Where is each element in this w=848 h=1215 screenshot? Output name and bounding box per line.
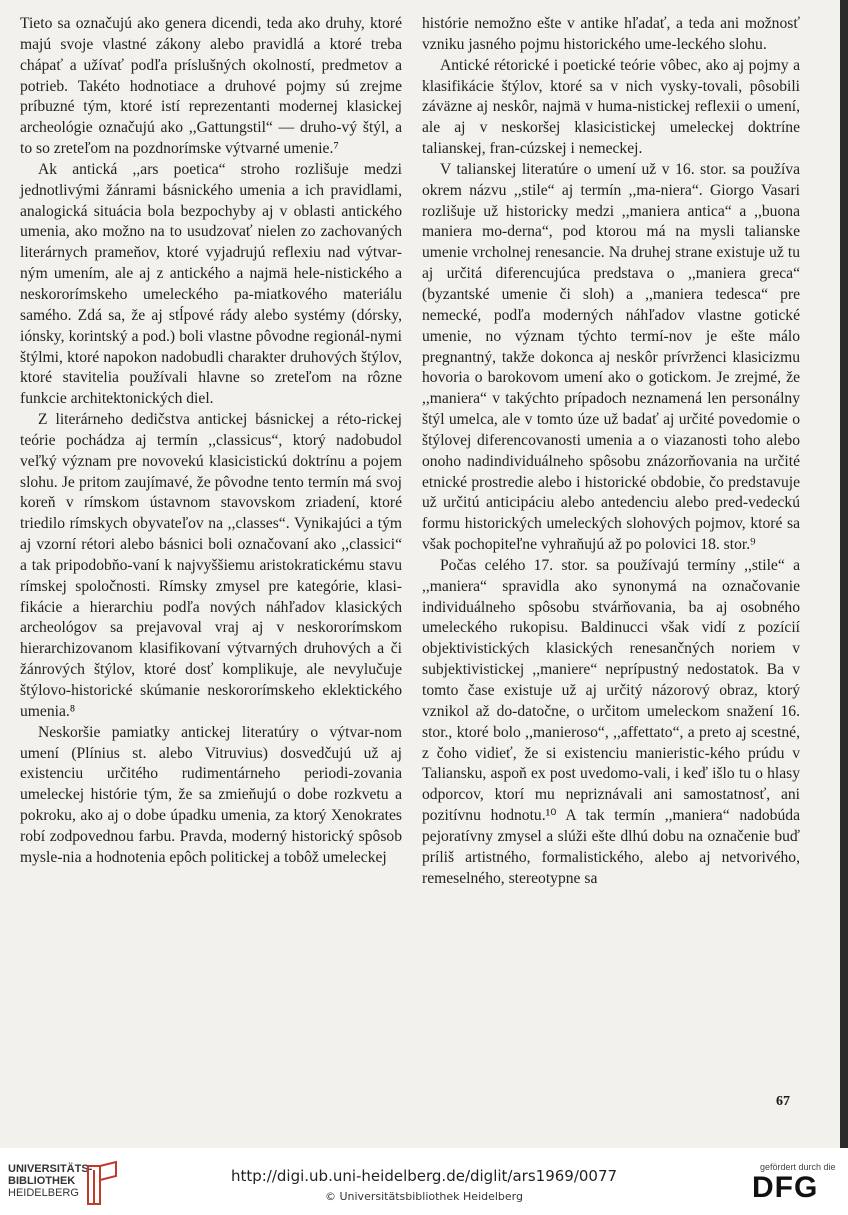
paragraph: Tieto sa označujú ako genera dicendi, teda ako druhy, ktoré majú svoje vlastné zákony alebo pravidlá a ktoré treba chápať a užívať podľa príslušných okolností, predmetov a potrieb. Takéto hodnotiace a druhové pojmy sú zrejme príbuzné tým, ktoré istí reprezentanti modernej klasickej archeológie označujú ako ,,Gattungstil“ — druho-vý štýl, a to so zreteľom na pozdnorímske výtvarné umenie.⁷ (20, 15, 402, 158)
dfg-tagline: gefördert durch die (760, 1162, 836, 1172)
page-number: 67 (776, 1094, 790, 1109)
paragraph: Počas celého 17. stor. sa používajú termíny ,,stile“ a ,,maniera“ spravidla ako synonymá na označovanie individuálneho spôsobu stvárňovania, ba aj osobného umeleckého rukopisu. Baldinucci však vidí z pozícií objektivistických klasických renesančných noriem v subjektivistickej ,,maniere“ neprípustný nedostatok. Ba v tomto čase existuje už aj určitý názorový obraz, ktorý vznikol až do-datočne, o určitom umeleckom snažení 16. stor., ktoré bolo ,,manieroso“, ,,affettato“, a preto aj scestné, z čoho vidieť, že si existenciu manieristic-kého prúdu v Taliansku, aspoň ex post uvedomo-vali, i keď išlo tu o hlasy odporcov, ktorí mu nepriznávali ani samostatnosť, ani pozitívnu hodnotu.¹⁰ A tak termín ,,maniera“ nadobúda pejoratívny zmysel a slúži ešte dlhú dobu na označenie buď príliš artistného, formalistického, alebo aj netvorivého, remeselného, stereotypne sa (422, 556, 800, 887)
paragraph: Antické rétorické i poetické teórie vôbec, ako aj pojmy a klasifikácie štýlov, ktoré sa v nich vysky-tovali, pôsobili záväzne aj neskôr, najmä v huma-nistickej reflexii o umení, ale aj v neskoršej klasicistickej umeleckej doktríne talianskej, fran-cúzskej i nemeckej. (422, 56, 800, 158)
paragraph: Ak antická ,,ars poetica“ stroho rozlišuje medzi jednotlivými žánrami básnického umenia a ich pravidlami, analogická situácia bola bezpochyby aj v oblasti antického umenia, ako možno na to usudzovať nielen zo zachovaných literárnych prameňov, ktoré vyjadrujú reflexiu nad výtvar-ným umením, ale aj z antického a najmä hele-nistického a neskororímskeho umeleckého pa-miatkového materiálu samého. Zdá sa, že aj stĺpové rády alebo systémy (dórsky, iónsky, korintský a pod.) boli vlastne pôvodne regionál-nymi štýlmi, ktoré napokon nadobudli charakter druhových štýlov, ktoré stavitelia používali hlavne so zreteľom na rôzne funkcie architektonických diel. (20, 160, 402, 408)
library-name-line: UNIVERSITÄTS- (8, 1163, 93, 1175)
paragraph: histórie nemožno ešte v antike hľadať, a teda ani možnosť vzniku jasného pojmu historického ume-leckého slohu. (422, 15, 800, 53)
right-column (422, 14, 800, 889)
library-name-line: BIBLIOTHEK (8, 1175, 76, 1187)
copyright-notice: © Universitätsbibliothek Heidelberg (324, 1190, 523, 1203)
dfg-wordmark: DFG (752, 1171, 819, 1204)
paragraph: V talianskej literatúre o umení už v 16. stor. sa používa okrem názvu ,,stile“ aj termín ,,ma-niera“. Giorgo Vasari rozlišuje už historicky medzi ,,maniera antica“ a ,,buona maniera mo-derna“, pod ktorou má na mysli talianske umenie vrcholnej renesancie. Na druhej strane existuje už tu aj určitá diferencujúca predstava o ,,maniera greca“ (byzantské umenie či sloh) a ,,maniera tedesca“ pre nemecké, podľa moderných náhľadov vlastne gotické umenie, no význam týchto termí-nov je ešte málo pregnantný, takže dokonca aj neskôr prívrženci klasicizmu hovoria o barokovom umení ako o gotickom. Je zrejmé, že ,,maniera“ v takýchto prípadoch neznamená len personálny štýl umelca, ale v tomto úze už badať aj určité povedomie o štýlovej diferencovanosti umenia a o viazanosti toho alebo onoho nadindividuálneho spôsobu znázorňovania na určité etnické prostredie alebo i historické obdobie, čo predstavuje už určitú anticipáciu alebo antedenciu alebo pred-vedeckú formu historických umeleckých slohových pojmov, ktoré sa však pochopiteľne vyhraňujú až po polovici 18. stor.⁹ (422, 160, 800, 554)
paragraph: Z literárneho dedičstva antickej básnickej a réto-rickej teórie pochádza aj termín ,,classicus“, ktorý nadobudol veľký význam pre novovekú klasicistickú doktrínu a pojem slohu. Je pritom zaujímavé, že pôvodne tento termín má svoj koreň v rímskom ústavnom stavovskom zriadení, ktoré triedilo rímskych obyvateľov na ,,classes“. Vynikajúci a tým aj vzorní rétori alebo básnici boli označovaní ako ,,classici“ a tak pripodobňo-vaní k najvyššiemu aristokratickému stavu rímskej spoločnosti. Rímsky zmysel pre kategórie, klasi-fikácie a hierarchiu podľa nových náhľadov klasických archeológov sa prejavoval vraj aj v neskororímskom hierarchizovanom klasifikovaní výtvarných druhových a či žánrových štýlov, ktoré dosť komplikuje, ale nevylučuje štýlovo-historické skúmanie neskororímskeho eklektického umenia.⁸ (20, 411, 402, 720)
dfg-logo (752, 1162, 842, 1204)
left-column (20, 14, 402, 869)
library-name-line: HEIDELBERG (8, 1187, 79, 1199)
paragraph: Neskoršie pamiatky antickej literatúry o výtvar-nom umení (Plínius st. alebo Vitruvius) dosvedčujú už aj existenciu určitého rudimentárneho periodi-zovania umeleckej histórie tým, že sa zmieňujú o dobe rozkvetu a pokroku, ako aj o dobe úpadku umenia, za ktorý Xenokrates robí zodpovednou farbu. Pravda, moderný historický spôsob mysle-nia a hodnotenia epôch politickej a tobôž umeleckej (20, 723, 402, 866)
permalink-url[interactable]: http://digi.ub.uni-heidelberg.de/diglit/ars1969/0077 (230, 1167, 618, 1185)
